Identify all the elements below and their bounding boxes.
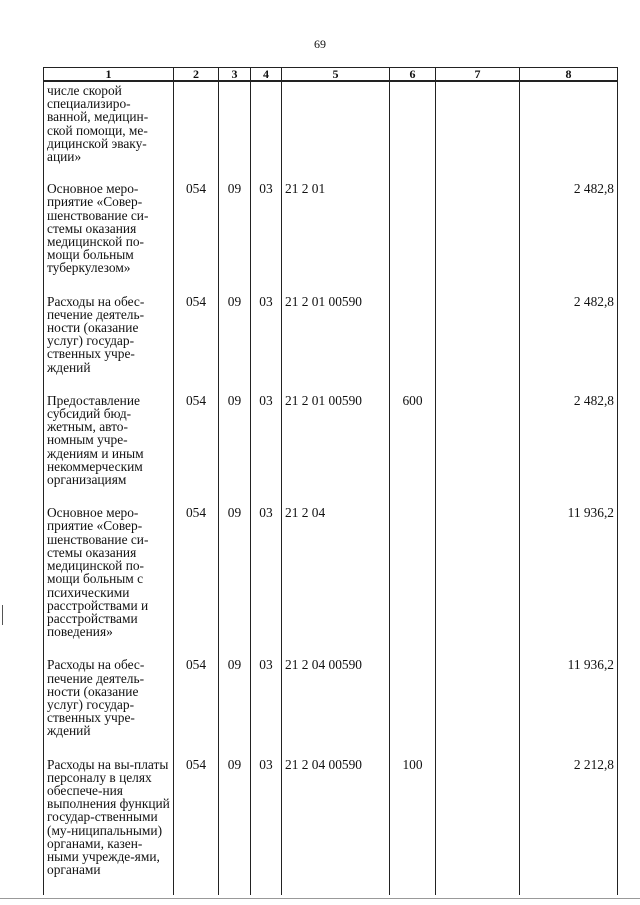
row-rz: 09 <box>219 292 251 391</box>
table-row <box>44 81 618 179</box>
header-col-8: 8 <box>520 68 618 82</box>
row-rz <box>219 81 251 179</box>
row-col7 <box>436 655 520 754</box>
row-pr: 03 <box>251 391 282 503</box>
row-col7 <box>436 292 520 391</box>
row-amount: 11 936,2 <box>520 655 618 754</box>
row-col7 <box>436 179 520 291</box>
row-vr <box>390 503 436 655</box>
row-csr: 21 2 01 00590 <box>282 292 390 391</box>
row-pr: 03 <box>251 655 282 754</box>
row-amount: 11 936,2 <box>520 503 618 655</box>
row-ved <box>174 81 219 179</box>
row-rz: 09 <box>219 755 251 895</box>
row-ved: 054 <box>174 179 219 291</box>
row-csr: 21 2 01 00590 <box>282 391 390 503</box>
row-ved: 054 <box>174 655 219 754</box>
row-rz: 09 <box>219 655 251 754</box>
row-vr <box>390 179 436 291</box>
row-ved: 054 <box>174 292 219 391</box>
row-name: Предоставление субсидий бюд-жетным, авто-номным учре-ждениям и иным некоммерческим организациям <box>44 391 174 503</box>
row-csr: 21 2 01 <box>282 179 390 291</box>
row-amount: 2 482,8 <box>520 179 618 291</box>
page-number: 69 <box>314 37 326 51</box>
row-pr: 03 <box>251 179 282 291</box>
row-amount: 2 482,8 <box>520 391 618 503</box>
header-col-2: 2 <box>174 68 219 82</box>
row-name: Расходы на вы-платы персоналу в целях обеспече-ния выполнения функций государ-ственными (му-ниципальными) органами, казен-ными учрежде-ями, органами <box>44 755 174 895</box>
row-rz: 09 <box>219 391 251 503</box>
row-name: Основное меро-приятие «Совер-шенствование си-стемы оказания медицинской по-мощи больным с психическими расстройствами и расстройствами поведения» <box>44 503 174 655</box>
page-bottom-edge <box>0 898 640 899</box>
row-ved: 054 <box>174 503 219 655</box>
table-row <box>44 755 618 895</box>
table-row <box>44 292 618 391</box>
row-col7 <box>436 391 520 503</box>
row-ved: 054 <box>174 755 219 895</box>
row-csr: 21 2 04 00590 <box>282 755 390 895</box>
row-vr: 100 <box>390 755 436 895</box>
header-col-4: 4 <box>251 68 282 82</box>
row-pr: 03 <box>251 292 282 391</box>
row-col7 <box>436 81 520 179</box>
row-col7 <box>436 755 520 895</box>
table-row <box>44 391 618 503</box>
row-name: Расходы на обес-печение деятель-ности (оказание услуг) государ-ственных учре-ждений <box>44 292 174 391</box>
row-csr: 21 2 04 00590 <box>282 655 390 754</box>
header-col-6: 6 <box>390 68 436 82</box>
row-name: числе скорой специализиро-ванной, медицин-ской помощи, ме-дицинской эваку-ации» <box>44 81 174 179</box>
row-amount: 2 212,8 <box>520 755 618 895</box>
row-name: Основное меро-приятие «Совер-шенствование си-стемы оказания медицинской по-мощи больным туберкулезом» <box>44 179 174 291</box>
header-col-7: 7 <box>436 68 520 82</box>
header-col-1: 1 <box>44 68 174 82</box>
header-col-5: 5 <box>282 68 390 82</box>
header-col-3: 3 <box>219 68 251 82</box>
row-pr <box>251 81 282 179</box>
row-pr: 03 <box>251 503 282 655</box>
header-row <box>44 68 618 82</box>
row-vr: 600 <box>390 391 436 503</box>
row-name: Расходы на обес-печение деятель-ности (оказание услуг) государ-ственных учре-ждений <box>44 655 174 754</box>
row-amount: 2 482,8 <box>520 292 618 391</box>
row-csr: 21 2 04 <box>282 503 390 655</box>
row-col7 <box>436 503 520 655</box>
row-vr <box>390 292 436 391</box>
scan-margin-mark <box>2 605 3 625</box>
row-amount <box>520 81 618 179</box>
budget-table <box>43 67 618 895</box>
table-row <box>44 503 618 655</box>
table-row <box>44 655 618 754</box>
row-ved: 054 <box>174 391 219 503</box>
row-pr: 03 <box>251 755 282 895</box>
row-vr <box>390 81 436 179</box>
row-rz: 09 <box>219 503 251 655</box>
row-csr <box>282 81 390 179</box>
table-row <box>44 179 618 291</box>
row-vr <box>390 655 436 754</box>
row-rz: 09 <box>219 179 251 291</box>
